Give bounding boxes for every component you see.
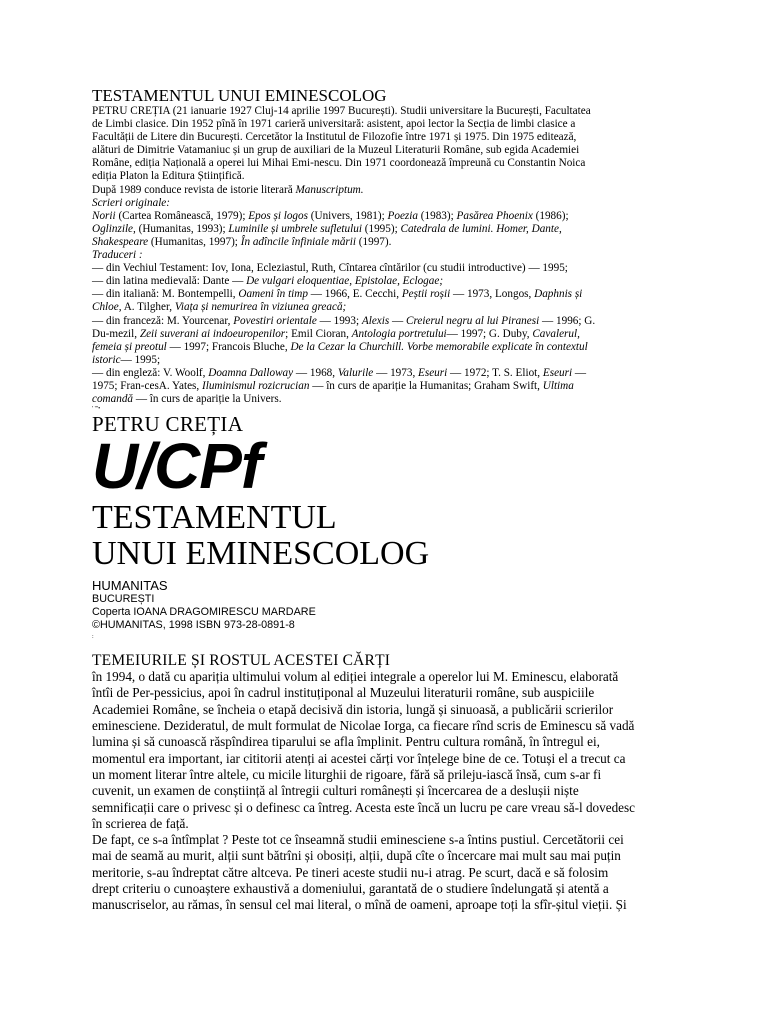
body-line: momentul era important, iar cititorii atenți ai acestei cărți vor înțelege bine de ce. Totuși el a trecut ca xyxy=(92,750,626,766)
text-run: — 1966, E. Cecchi, xyxy=(307,288,402,301)
text-run: (Humanitas, 1997); xyxy=(148,235,241,248)
book-title-line-1: TESTAMENTUL xyxy=(92,499,337,537)
body-line: Academiei Române, se încheia o etapă decisivă din istoria, lungă și sinuoasă, a publicării scrierilor xyxy=(92,701,614,717)
author-bio xyxy=(92,105,682,412)
text-run: A. Tilgher, xyxy=(121,301,175,314)
translations-list xyxy=(92,262,682,406)
document-heading: TESTAMENTUL UNUI EMINESCOLOG xyxy=(92,86,387,105)
text-run: (1997). xyxy=(356,235,392,248)
original-works-line xyxy=(92,236,682,249)
italic-text-run: Epos și logos xyxy=(248,209,308,222)
book-title-line-2: UNUI EMINESCOLOG xyxy=(92,535,430,573)
italic-text-run: Norii xyxy=(92,209,116,222)
body-line: De fapt, ce s-a întîmplat ? Peste tot ce înseamnă studii eminesciene s-a întins pustiul. Cercetătorii cei xyxy=(92,832,624,848)
original-works-line xyxy=(92,223,682,236)
text-run: — 1973, Longos, xyxy=(450,288,535,301)
body-line: în scrierea de față. xyxy=(92,815,189,831)
italic-text-run: Viața și nemurirea în viziunea greacă; xyxy=(174,301,347,314)
body-line: lumina și să cunoască răspîndirea tiparului se afla împlinit. Pentru cultura română, în întregul ei, xyxy=(92,734,600,750)
stray-colon: : xyxy=(92,634,94,641)
italic-text-run: Oglinzile, xyxy=(92,222,136,235)
italic-text-run: Luminile și umbrele sufletului xyxy=(228,222,362,235)
stray-marks: ' '"• xyxy=(92,406,101,413)
italic-text-run: Oameni în timp xyxy=(238,288,308,301)
body-line: în 1994, o dată cu apariția ultimului volum al ediției integrale a operelor lui M. Eminescu, elaborată xyxy=(92,669,619,685)
text-run: — din franceză: M. Yourcenar, xyxy=(92,314,234,327)
italic-text-run: În adîncile înfiniale mării xyxy=(240,235,356,248)
body-line: meritorie, s-au îndreptat către altceva. Pe tineri aceste studii nu-i atrag. Pe scurt, dacă e să folosim xyxy=(92,864,609,880)
text-run: — 1997; Francois Bluche, xyxy=(166,340,291,353)
body-line: manuscriselor, au rămas, în sensul cel mai literal, o mînă de oameni, aproape toți la sfîr-șitul vieții. Și xyxy=(92,897,627,913)
translation-line xyxy=(92,262,682,275)
text-run: (1986); xyxy=(532,209,569,222)
text-run: 1975; Fran-cesA. Yates, xyxy=(92,379,202,392)
bio-review-journal: Manuscriptum. xyxy=(295,183,364,196)
text-run: — xyxy=(572,366,587,379)
translation-line xyxy=(92,341,682,354)
body-line: întîi de Per-pessicius, apoi în cadrul instituțiponal al Muzeului literaturii române, sub auspiciile xyxy=(92,685,595,701)
translation-line xyxy=(92,301,682,314)
original-works-heading-text: Scrieri originale: xyxy=(92,196,170,209)
author-name: PETRU CREȚIA xyxy=(92,412,244,437)
publisher-name: HUMANITAS xyxy=(92,578,168,594)
italic-text-run: Ultima xyxy=(542,379,574,392)
body-line: drept criteriu o cunoaștere exhaustivă a domeniului, garantată de o studiere îndelungată și atentă a xyxy=(92,881,609,897)
italic-text-run: Chloe, xyxy=(92,301,122,314)
italic-text-run: Shakespeare xyxy=(92,235,149,248)
text-run: (1995); xyxy=(361,222,401,235)
italic-text-run: Antologia portretului xyxy=(351,327,447,340)
bio-review-text: După 1989 conduce revista de istorie literară xyxy=(92,183,296,196)
italic-text-run: Iluminismul rozicrucian xyxy=(202,379,310,392)
translation-line xyxy=(92,288,682,301)
italic-text-run: Alexis xyxy=(361,314,390,327)
document-page xyxy=(92,86,682,914)
bio-line: PETRU CREȚIA (21 ianuarie 1927 Cluj-14 aprilie 1997 București). Studii universitare la București, Facultatea xyxy=(92,105,591,117)
text-run: — 1972; T. S. Eliot, xyxy=(447,366,543,379)
bio-line: Facultății de Litere din București. Cercetător la Institutul de Filozofie între 1971 și 1975. Din 1975 editează, xyxy=(92,131,577,144)
section-body xyxy=(92,669,682,913)
body-line: eminesciene. Dezideratul, de mult formulat de Nicolae Iorga, ca fiecare rînd scris de Eminescu să vadă xyxy=(92,718,635,734)
body-line: cuvenit, un examen de conștiință al întregii culturi românești și încercarea de a deslușii niște xyxy=(92,783,579,799)
italic-text-run: Pasărea Phoenix xyxy=(456,209,533,222)
text-run: — 1995; xyxy=(120,353,161,366)
text-run: — xyxy=(389,314,406,327)
translations-heading xyxy=(92,249,682,262)
text-run: (Univers, 1981); xyxy=(307,209,388,222)
italic-text-run: Povestiri orientale xyxy=(233,314,317,327)
text-run: — 1997; G. Duby, xyxy=(446,327,533,340)
text-run: — din engleză: V. Woolf, xyxy=(92,366,209,379)
text-run: — 1993; xyxy=(316,314,362,327)
translations-heading-text: Traduceri : xyxy=(92,249,143,262)
translation-line xyxy=(92,275,682,288)
italic-text-run: Peștii roșii xyxy=(401,288,451,301)
text-run: — 1996; G. xyxy=(539,314,596,327)
publisher-city: BUCUREȘTI xyxy=(92,593,155,606)
section-title: TEMEIURILE ȘI ROSTUL ACESTEI CĂRȚI xyxy=(92,652,391,670)
translation-line xyxy=(92,328,682,341)
text-run: — din Vechiul Testament: Iov, Iona, Ecleziastul, Ruth, Cîntarea cîntărilor (cu studii introductive) — 1995; xyxy=(92,262,568,275)
bio-line: ediția Platon la Editura Științifică. xyxy=(92,170,245,183)
original-works-line xyxy=(92,210,682,223)
italic-text-run: Cavalerul, xyxy=(532,327,580,340)
text-run: — din italiană: M. Bontempelli, xyxy=(92,288,239,301)
text-run: — 1973, xyxy=(373,366,419,379)
italic-text-run: De vulgari eloquentiae, Epistolae, Eclogae; xyxy=(246,275,444,288)
text-run: — din latina medievală: Dante — xyxy=(92,275,247,288)
body-line: semnificații care o privesc și o definesc ca întreg. Acesta este încă un lucru pe care vreau să-l dovedesc xyxy=(92,799,636,815)
translation-line xyxy=(92,315,682,328)
italic-text-run: Daphnis și xyxy=(534,288,583,301)
italic-text-run: istoric xyxy=(92,353,121,366)
publisher-logo: U/CPf xyxy=(92,430,262,503)
italic-text-run: Eseuri xyxy=(418,366,448,379)
text-run: — în curs de apariție la Univers. xyxy=(133,393,282,406)
text-run: — 1968, xyxy=(293,366,338,379)
italic-text-run: Catedrala de lumini. Homer, Dante, xyxy=(400,222,562,235)
italic-text-run: De la Cezar la Churchill. Vorbe memorabile explicate în contextul xyxy=(290,340,588,353)
text-run: (Cartea Românească, 1979); xyxy=(115,209,249,222)
bio-line: alături de Dimitrie Vatamaniuc și un grup de auxiliari de la Muzeul Literaturii Române, sub egida Academiei xyxy=(92,144,580,157)
translation-line xyxy=(92,380,682,393)
cover-credit: Coperta IOANA DRAGOMIRESCU MARDARE xyxy=(92,606,316,619)
italic-text-run: comandă xyxy=(92,393,134,406)
text-run: ; Emil Cioran, xyxy=(285,327,352,340)
bio-review-line xyxy=(92,184,682,197)
translation-line xyxy=(92,354,682,367)
italic-text-run: Valurile xyxy=(337,366,374,379)
text-run: — în curs de apariție la Humanitas; Graham Swift, xyxy=(309,379,543,392)
body-line: mai de seamă au murit, alții sunt bătrîni și obosiți, alții, după cîte o încercare mai mult sau mai puțin xyxy=(92,848,621,864)
translation-line xyxy=(92,393,682,406)
text-run: (Humanitas, 1993); xyxy=(135,222,229,235)
body-line: un moment literar între altele, cu micile liturghii de rigoare, fără să prileju-iască însă, cum s-ar fi xyxy=(92,766,602,782)
italic-text-run: Zeii suverani ai indoeuropenilor xyxy=(139,327,286,340)
bio-line: Române, ediția Națională a operei lui Mihai Emi-nescu. Din 1971 coordonează împreună cu Constantin Noica xyxy=(92,157,586,170)
bio-line: de Limbi clasice. Din 1952 pînă în 1971 carieră universitară: asistent, apoi lector la Secția de limbi clasice a xyxy=(92,118,576,131)
text-run: Du-mezil, xyxy=(92,327,140,340)
copyright-isbn: ©HUMANITAS, 1998 ISBN 973-28-0891-8 xyxy=(92,619,295,632)
italic-text-run: Poezia xyxy=(387,209,418,222)
original-works-heading xyxy=(92,197,682,210)
text-run: (1983); xyxy=(417,209,457,222)
italic-text-run: femeia și preotul xyxy=(92,340,167,353)
italic-text-run: Eseuri xyxy=(542,366,573,379)
italic-text-run: Doamna Dalloway xyxy=(208,366,294,379)
translation-line xyxy=(92,367,682,380)
italic-text-run: Creierul negru al lui Piranesi xyxy=(406,314,540,327)
